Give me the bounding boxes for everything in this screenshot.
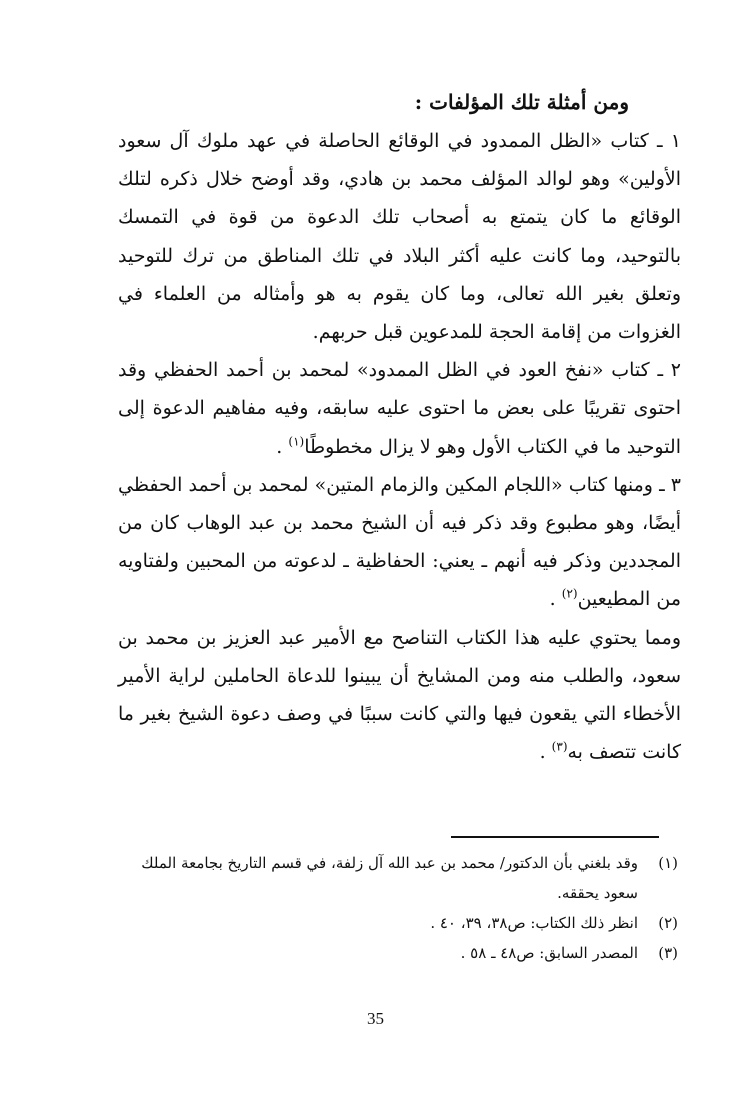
footnote <box>96 848 678 878</box>
footnote-text: وقد بلغني بأن الدكتور/ محمد بن عبد الله آل زلفة، في قسم التاريخ بجامعة الملك <box>141 854 638 872</box>
footnote-reference: (٢) <box>561 587 578 602</box>
footnote-text: انظر ذلك الكتاب: ص٣٨، ٣٩، ٤٠ . <box>430 914 638 932</box>
footnote-text: المصدر السابق: ص٤٨ ـ ٥٨ . <box>460 944 638 962</box>
paragraph-text: ومما يحتوي عليه هذا الكتاب التناصح مع الأمير عبد العزيز بن محمد بن سعود، والطلب منه ومن المشايخ أن يبينوا للدعاة الحاملين لراية الأمير الأخطاء التي يقعون فيها والتي كانت سببًا في وصف دعوة الشيخ بغير ما كانت تتصف به <box>118 626 681 764</box>
footnote-divider <box>451 836 659 838</box>
list-item-text: ومنها كتاب «اللجام المكين والزمام المتين» لمحمد بن أحمد الحفظي أيضًا، وهو مطبوع وقد ذكر فيه أن الشيخ محمد بن عبد الوهاب كان من المجددين وذكر فيه أنهم ـ يعني: الحفاظية ـ لدعوته من المحبين ولفتاويه من المطيعين <box>118 473 681 611</box>
list-item: ٢ ـ كتاب «نفخ العود في الظل الممدود» لمحمد بن أحمد الحفظي وقد احتوى تقريبًا على بعض ما احتوى عليه سابقه، وفيه مفاهيم الدعوة إلى التوحيد ما في الكتاب الأول وهو لا يزال مخطوطًا$^{(١)}$ . <box>118 359 681 458</box>
list-item-text: كتاب «الظل الممدود في الوقائع الحاصلة في عهد ملوك آل سعود الأولين» وهو لوالد المؤلف محمد بن هادي، وقد أوضح خلال ذكره لتلك الوقائع ما كان يتمتع به أصحاب تلك الدعوة من قوة في التمسك بالتوحيد، وما كانت عليه أكثر البلاد في تلك المناطق من ترك للتوحيد وتعلق بغير الله تعالى، وما كان يقوم به هو وأمثاله من العلماء في الغزوات من إقامة الحجة للمدعوين قبل حربهم. <box>118 130 681 344</box>
footnote-number: (١) <box>658 854 678 872</box>
list-item: ٣ ـ ومنها كتاب «اللجام المكين والزمام المتين» لمحمد بن أحمد الحفظي أيضًا، وهو مطبوع وقد ذكر فيه أن الشيخ محمد بن عبد الوهاب كان من المجددين وذكر فيه أنهم ـ يعني: الحفاظية ـ لدعوته من المحبين ولفتاويه من المطيعين$^{(٢)}$ . <box>118 473 681 611</box>
list-item-number: ٢ ـ <box>657 359 681 382</box>
footnotes <box>96 848 678 968</box>
list-item-number: ١ ـ <box>657 130 681 152</box>
list-item-number: ٣ ـ <box>659 473 681 496</box>
footnote-continuation: سعود يحققه. <box>557 884 638 902</box>
list-item <box>118 122 681 351</box>
footnote-reference: (١) <box>288 434 305 449</box>
footnote <box>96 938 678 968</box>
list-item-text: كتاب «نفخ العود في الظل الممدود» لمحمد بن أحمد الحفظي وقد احتوى تقريبًا على بعض ما احتوى عليه سابقه، وفيه مفاهيم الدعوة إلى التوحيد ما في الكتاب الأول وهو لا يزال مخطوطًا <box>118 359 681 458</box>
page-number: 35 <box>367 1009 384 1028</box>
footnote-reference: (٣) <box>551 739 568 754</box>
main-text <box>118 122 681 771</box>
footnote-number: (٢) <box>658 914 678 932</box>
footnote-number: (٣) <box>658 944 678 962</box>
body-paragraph: ومما يحتوي عليه هذا الكتاب التناصح مع الأمير عبد العزيز بن محمد بن سعود، والطلب منه ومن المشايخ أن يبينوا للدعاة الحاملين لراية الأمير الأخطاء التي يقعون فيها والتي كانت سببًا في وصف دعوة الشيخ بغير ما كانت تتصف به$^{(٣)}$ . <box>118 626 681 764</box>
section-heading: ومن أمثلة تلك المؤلفات : <box>414 90 629 114</box>
footnote <box>96 908 678 938</box>
